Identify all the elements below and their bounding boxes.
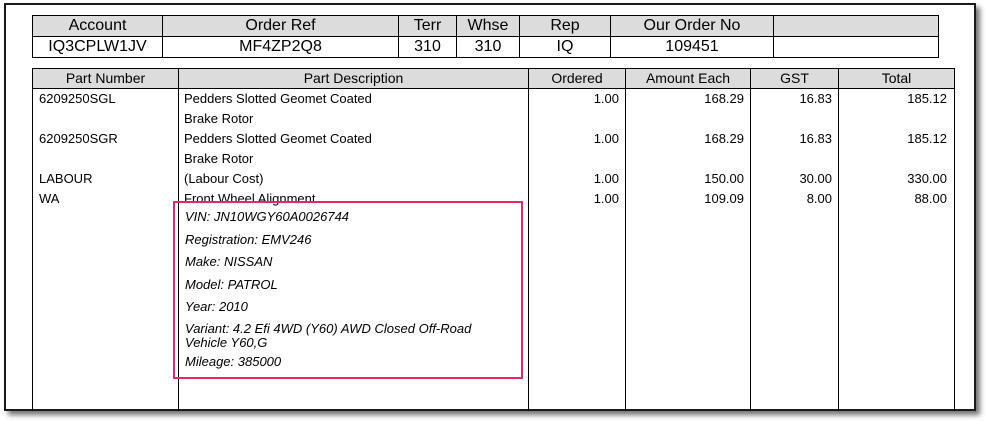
part-number-header: Part Number (65, 70, 146, 86)
part-number-cell: 6209250SGR (39, 131, 118, 146)
table-row (33, 171, 954, 191)
part-description-cell: Front Wheel Alignment (184, 191, 316, 206)
amount-each-cell: 109.09 (704, 191, 744, 206)
amount-each-cell: 150.00 (704, 171, 744, 186)
ordered-header: Ordered (551, 70, 603, 86)
blank-header (774, 16, 939, 37)
gst-cell: 16.83 (799, 131, 832, 146)
table-row (33, 111, 954, 131)
gst-cell: 16.83 (799, 91, 832, 106)
account-value: IQ3CPLW1JV (33, 37, 163, 58)
part-description-cell: Pedders Slotted Geomet Coated (184, 131, 372, 146)
vin-text: VIN: JN10WGY60A0026744 (185, 209, 350, 224)
terr-value: 310 (399, 37, 457, 58)
mileage-text: Mileage: 385000 (185, 354, 282, 369)
part-description-cell: (Labour Cost) (184, 171, 264, 186)
year-text: Year: 2010 (185, 299, 248, 314)
make-text: Make: NISSAN (185, 254, 273, 269)
total-cell: 88.00 (914, 191, 947, 206)
our-order-no-header: Our Order No (611, 16, 774, 37)
part-number-cell: LABOUR (39, 171, 93, 186)
part-number-cell: WA (39, 191, 60, 206)
total-cell: 330.00 (907, 171, 947, 186)
blank-value (774, 37, 939, 58)
part-description-cell: Brake Rotor (184, 111, 254, 126)
ordered-cell: 1.00 (593, 191, 619, 206)
terr-header: Terr (399, 16, 457, 37)
rep-header: Rep (520, 16, 611, 37)
gst-cell: 8.00 (806, 191, 832, 206)
variant-text-line1: Variant: 4.2 Efi 4WD (Y60) AWD Closed Off-Road (185, 321, 472, 336)
total-cell: 185.12 (907, 91, 947, 106)
part-description-header: Part Description (303, 70, 404, 86)
model-text: Model: PATROL (185, 277, 278, 292)
whse-header: Whse (457, 16, 520, 37)
variant-text-line2: Vehicle Y60,G (185, 335, 268, 350)
total-header: Total (881, 70, 912, 86)
amount-each-header: Amount Each (645, 70, 731, 86)
rep-value: IQ (520, 37, 611, 58)
account-table (32, 15, 939, 58)
table-row (33, 131, 954, 151)
part-number-cell: 6209250SGL (39, 91, 116, 106)
total-cell: 185.12 (907, 131, 947, 146)
table-row (33, 91, 954, 111)
gst-header: GST (780, 70, 809, 86)
ordered-cell: 1.00 (593, 131, 619, 146)
registration-text: Registration: EMV246 (185, 232, 312, 247)
account-header: Account (33, 16, 163, 37)
ordered-cell: 1.00 (593, 171, 619, 186)
our-order-no-value: 109451 (611, 37, 774, 58)
order-ref-header: Order Ref (163, 16, 399, 37)
table-row (33, 151, 954, 171)
part-description-cell: Pedders Slotted Geomet Coated (184, 91, 372, 106)
part-description-cell: Brake Rotor (184, 151, 254, 166)
ordered-cell: 1.00 (593, 91, 619, 106)
amount-each-cell: 168.29 (704, 91, 744, 106)
order-ref-value: MF4ZP2Q8 (163, 37, 399, 58)
whse-value: 310 (457, 37, 520, 58)
gst-cell: 30.00 (799, 171, 832, 186)
amount-each-cell: 168.29 (704, 131, 744, 146)
